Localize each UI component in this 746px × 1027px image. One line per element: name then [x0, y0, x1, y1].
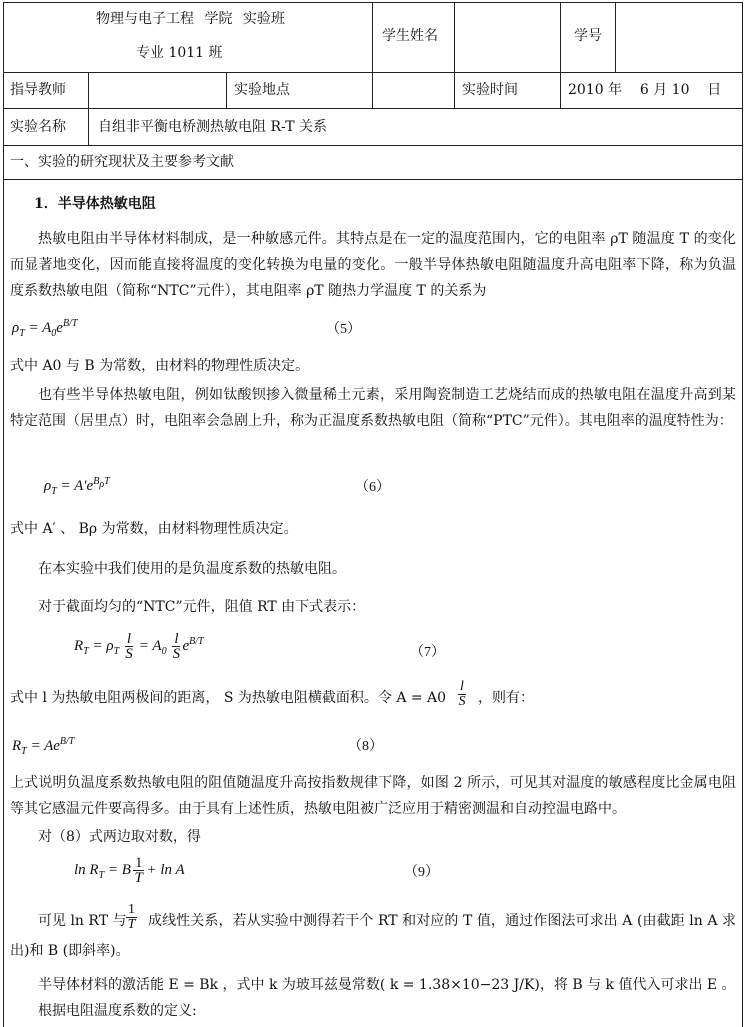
- experiment-name-label: 实验名称: [10, 119, 66, 135]
- table-border-top: [3, 2, 743, 3]
- section-title: 一、实验的研究现状及主要参考文献: [10, 154, 234, 170]
- equation-9: $\ln R_T = B$ $\frac{1}{T}$ + ln A: [74, 855, 185, 886]
- equation-5-number: （5）: [326, 322, 361, 337]
- paragraph-5: 在本实验中我们使用的是负温度系数的热敏电阻。: [38, 561, 346, 577]
- paragraph-3: 也有些半导体热敏电阻，例如钛酸钡掺入微量稀土元素，采用陶瓷制造工艺烧结而成的热敏电阻在温度升高到某特定范围（居里点）时，电阻率会急剧上升，称为正温度系数热敏电阻（简称“PTC”元件）。其电阻率的温度特性为：: [10, 387, 736, 429]
- table-line-r2: [3, 108, 743, 109]
- heading-semiconductor-thermistor: 1．半导体热敏电阻: [34, 196, 156, 212]
- location-label: 实验地点: [234, 82, 290, 98]
- paragraph-4: 式中 A′ 、 Bρ 为常数，由材料物理性质决定。: [10, 521, 298, 537]
- fraction-1-over-t: $\frac{1}{T}$: [127, 902, 136, 932]
- paragraph-11: 半导体材料的激活能 E = Bk ，式中 k 为玻耳兹曼常数( k = 1.38×10−23 J/K)，将 B 与 k 值代入可求出 E 。: [38, 977, 736, 993]
- equation-5: $\rho_T = A_0e^{B/T}$: [12, 318, 78, 339]
- paragraph-2: 式中 A0 与 B 为常数，由材料的物理性质决定。: [10, 358, 310, 374]
- equation-6: $\rho_T = A'e^{B_\rho T}$: [44, 476, 110, 497]
- table-border-left: [3, 2, 4, 1027]
- table-line-r1: [3, 72, 743, 73]
- table-v-r2d: [454, 72, 455, 108]
- table-v-r2b: [226, 72, 227, 108]
- table-v-r1b: [454, 2, 455, 72]
- equation-8: $R_T = Ae^{B/T}$: [12, 736, 75, 757]
- equation-7-number: （7）: [410, 645, 445, 660]
- paragraph-10a: 可见 ln RT 与: [38, 913, 127, 929]
- paragraph-8: 上式说明负温度系数热敏电阻的阻值随温度升高按指数规律下降，如图 2 所示，可见其对温度的敏感程度比金属电阻等其它感温元件要高得多。由于具有上述性质，热敏电阻被广泛应用于精密测温和自动控温电路中。: [10, 775, 736, 817]
- advisor-label: 指导教师: [10, 82, 66, 98]
- table-v-r2a: [88, 72, 89, 108]
- paragraph-1: 热敏电阻由半导体材料制成，是一种敏感元件。其特点是在一定的温度范围内，它的电阻率 ρT 随温度 T 的变化而显著地变化，因而能直接将温度的变化转换为电量的变化。一般半导体热敏电阻随温度升高电阻率下降，称为负温度系数热敏电阻（简称“NTC”元件），其电阻率 ρT 随热力学温度 T 的关系为: [10, 231, 736, 299]
- institution-line1: 物理与电子工程 学院 实验班: [96, 11, 285, 27]
- time-label: 实验时间: [462, 82, 518, 98]
- equation-7: $R_T = \rho_T$ $\frac{l}{S}$ = $A_0$ $\frac{l}{S}$ $e^{B/T}$: [74, 631, 204, 662]
- time-value: 2010 年 6 月 10 日: [568, 82, 722, 98]
- equation-8-number: （8）: [348, 739, 383, 754]
- table-line-r3: [3, 145, 743, 146]
- paragraph-12: 根据电阻温度系数的定义:: [38, 1003, 197, 1019]
- equation-9-number: （9）: [404, 865, 439, 880]
- table-v-r2c: [372, 72, 373, 108]
- table-v-r1d: [615, 2, 616, 72]
- table-v-r1c: [560, 2, 561, 72]
- paragraph-7a: 式中 l 为热敏电阻两极间的距离， S 为热敏电阻横截面积。令 A = A0: [10, 690, 447, 706]
- student-name-label: 学生姓名: [382, 28, 438, 44]
- table-border-right: [742, 2, 743, 1027]
- institution-line2: 专业 1011 班: [136, 45, 223, 61]
- fraction-l-over-s: $\frac{l}{S}$: [458, 679, 466, 709]
- table-v-r3a: [88, 108, 89, 145]
- table-v-r1a: [372, 2, 373, 72]
- paragraph-10b: 成线性关系，若从实验中测得若干个 RT 和对应的 T 值，通过作图法可求出 A (由截距 ln A 求出)和 B (即斜率)。: [10, 913, 736, 959]
- table-line-r4: [3, 179, 743, 180]
- equation-6-number: （6）: [355, 480, 390, 495]
- student-id-label: 学号: [574, 28, 602, 44]
- paragraph-6: 对于截面均匀的“NTC”元件，阻值 RT 由下式表示：: [38, 599, 366, 615]
- paragraph-7b: ，则有：: [478, 690, 534, 706]
- table-v-r2e: [560, 72, 561, 108]
- paragraph-9: 对（8）式两边取对数，得: [38, 829, 201, 845]
- experiment-name-value: 自组非平衡电桥测热敏电阻 R-T 关系: [98, 119, 328, 135]
